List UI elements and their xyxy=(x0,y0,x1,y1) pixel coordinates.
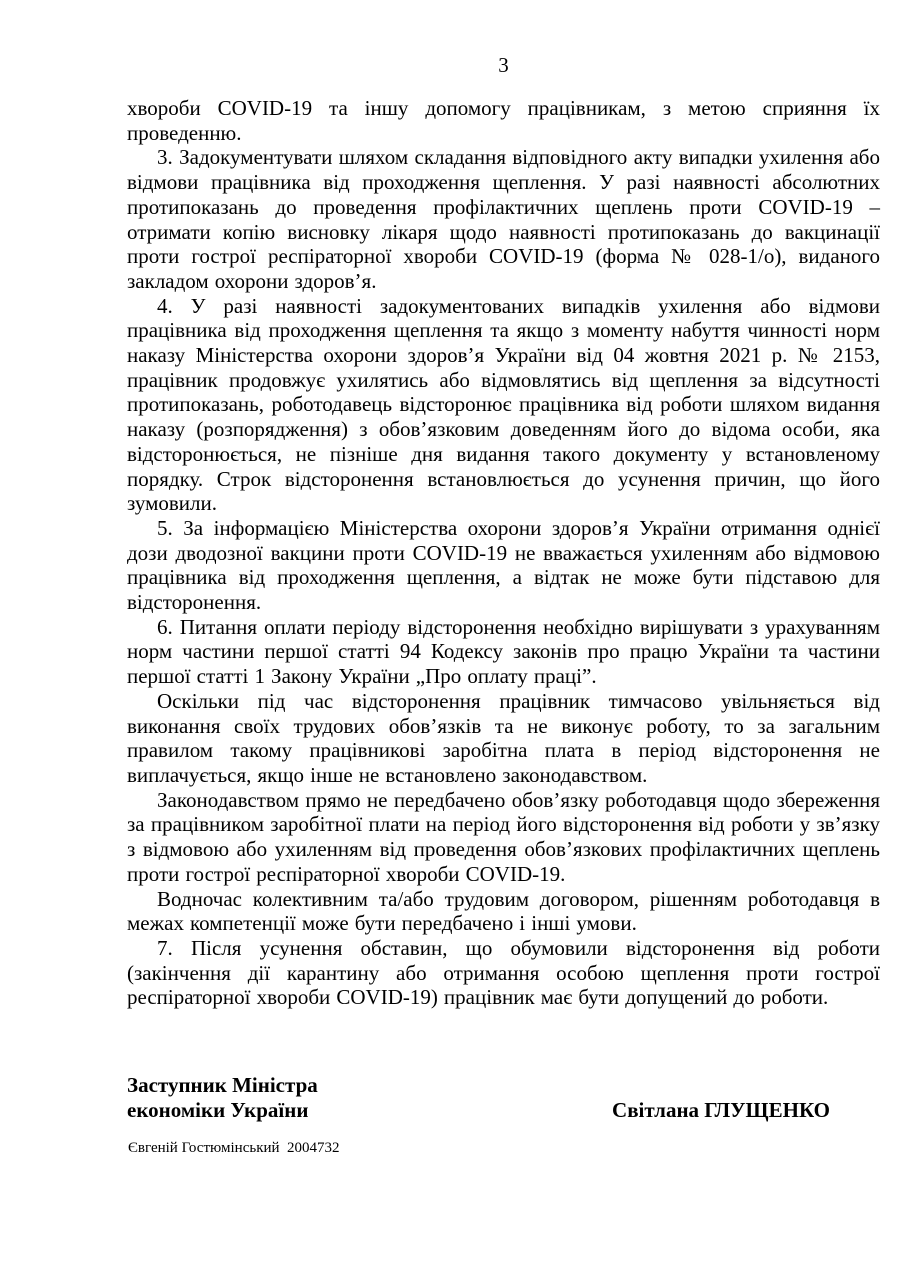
body-paragraph: 5. За інформацією Міністерства охорони здоров’я України отримання однієї дози дводозної вакцини проти COVID-19 не вважається ухиленням або відмовою працівника від проходження щеплення, а відтак не може бути підставою для відсторонення. xyxy=(127,515,880,615)
signature-block xyxy=(127,1073,880,1123)
signer-position-line2: економіки України xyxy=(127,1098,309,1122)
body-paragraph: 6. Питання оплати періоду відсторонення необхідно вирішувати з урахуванням норм частини першої статті 94 Кодексу законів про працю України та частини першої статті 1 Закону України „Про оплату праці”. xyxy=(127,614,880,689)
body-paragraph: Оскільки під час відсторонення працівник тимчасово увільняється від виконання своїх трудових обов’язків та не виконує роботу, то за загальним правилом такому працівникові заробітна плата в період відсторонення не виплачується, якщо інше не встановлено законодавством. xyxy=(127,688,880,787)
signer-position-line1: Заступник Міністра xyxy=(127,1073,318,1097)
body-paragraph: 7. Після усунення обставин, що обумовили відсторонення від роботи (закінчення дії карантину або отримання особою щеплення проти гострої респіраторної хвороби COVID-19) працівник має бути допущений до роботи. xyxy=(127,935,880,1010)
page-number: 3 xyxy=(498,53,509,77)
executor-note: Євгеній Гостюмінський 2004732 xyxy=(128,1140,340,1156)
body-paragraph: хвороби COVID-19 та іншу допомогу працівникам, з метою сприяння їх проведенню. xyxy=(127,96,880,145)
body-paragraph: Водночас колективним та/або трудовим договором, рішенням роботодавця в межах компетенції може бути передбачено і інші умови. xyxy=(127,886,880,936)
document-body xyxy=(127,96,880,1010)
body-paragraph: 3. Задокументувати шляхом складання відповідного акту випадки ухилення або відмови працівника від проходження щеплення. У разі наявності абсолютних протипоказань до проведення профілактичних щеплень проти COVID-19 – отримати копію висновку лікаря щодо наявності протипоказань до вакцинації проти гострої респіраторної хвороби COVID-19 (форма № 028-1/о), виданого закладом охорони здоров’я. xyxy=(127,145,880,293)
body-paragraph: 4. У разі наявності задокументованих випадків ухилення або відмови працівника від проходження щеплення та якщо з моменту набуття чинності норм наказу Міністерства охорони здоров’я України від 04 жовтня 2021 р. № 2153, працівник продовжує ухилятись або відмовлятись від щеплення за відсутності протипоказань, роботодавець відсторонює працівника від роботи шляхом видання наказу (розпорядження) з обов’язковим доведенням його до відома особи, яка відсторонюється, не пізніше дня видання такого документу у встановленому порядку. Строк відсторонення встановлюється до усунення причин, що його зумовили. xyxy=(127,293,880,516)
signer-name: Світлана ГЛУЩЕНКО xyxy=(612,1098,830,1122)
body-paragraph: Законодавством прямо не передбачено обов’язку роботодавця щодо збереження за працівником заробітної плати на період його відсторонення від роботи у зв’язку з відмовою або ухиленням від проведення обов’язкових профілактичних щеплень проти гострої респіраторної хвороби COVID-19. xyxy=(127,787,880,886)
